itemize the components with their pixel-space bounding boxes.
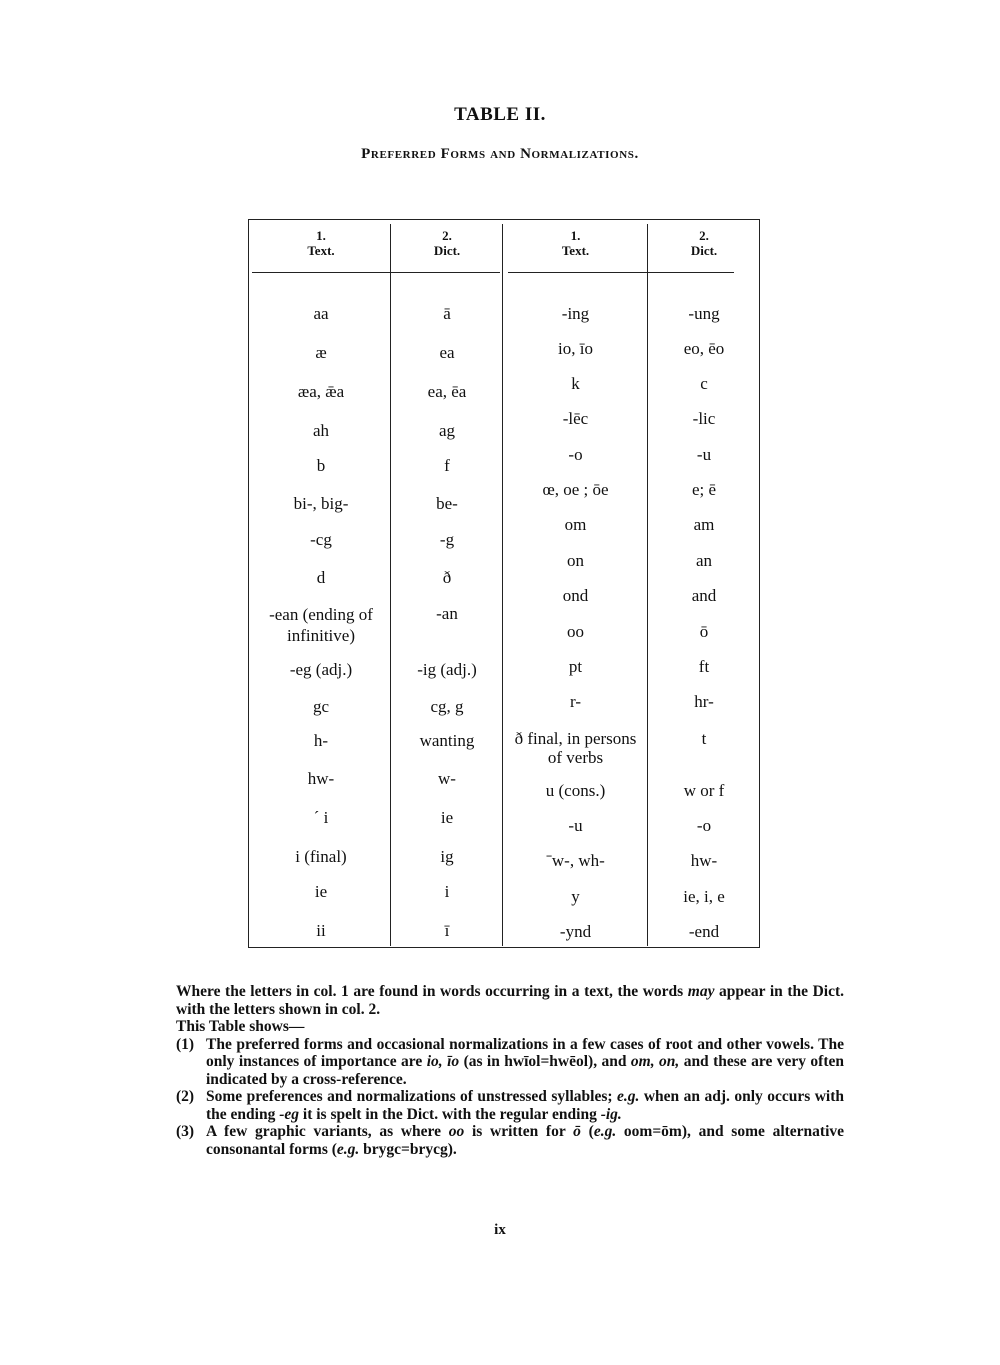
right-dict-cell: ft [698, 657, 710, 676]
notes-intro [176, 983, 844, 1018]
item2-text-c: it is spelt in the Dict. with the regular ending [302, 1105, 597, 1123]
item1-om-on: om, on, [630, 1053, 680, 1070]
item-text [206, 1036, 844, 1089]
right-dict-cell: -o [696, 816, 712, 835]
page-number: ix [494, 1222, 506, 1238]
item-text [206, 1123, 844, 1158]
header-col3-label: Text. [561, 243, 590, 258]
left-text-cell: æ [315, 343, 327, 362]
header-col2-num: 2. [442, 228, 452, 243]
item1-io: io, īo [426, 1053, 460, 1070]
left-dict-cell: cg, g [430, 697, 464, 716]
item3-eg2: e.g. [336, 1140, 360, 1158]
right-text-cell: oo [567, 622, 584, 641]
left-dict-cell: wanting [419, 731, 475, 750]
right-text-cell: -u [568, 816, 583, 835]
left-dict-cell: -an [436, 604, 458, 623]
right-text-cell: ond [562, 586, 589, 605]
left-dict-cell: ea [439, 343, 455, 362]
right-dict-cell: an [695, 551, 713, 570]
right-text-cell: io, īo [558, 339, 593, 358]
notes [176, 983, 844, 1158]
left-text-cell: d [316, 568, 326, 587]
left-text-cell: ie [314, 882, 328, 901]
item3-text-e: brygc=brycg). [363, 1140, 457, 1158]
right-text-cell: ð final, in persons of verbs [514, 729, 637, 767]
right-dict-cell: ie, i, e [683, 887, 725, 906]
item3-text-c: ( [588, 1123, 594, 1140]
col-divider-1 [390, 224, 391, 946]
right-text-cell: on [567, 551, 584, 570]
left-text-cell: -cg [310, 530, 332, 549]
header-col4-label: Dict. [690, 243, 718, 258]
left-text-cell: gc [312, 697, 330, 716]
header-col3 [504, 228, 647, 258]
item-number: (2) [176, 1088, 195, 1105]
left-dict-cell: ð [442, 568, 452, 587]
left-dict-cell: -g [439, 530, 455, 549]
header-rule-left [252, 272, 500, 273]
right-text-cell: pt [568, 657, 583, 676]
right-dict-cell: -ung [688, 304, 720, 323]
left-text-cell: aa [313, 304, 329, 323]
right-text-cell: y [571, 887, 580, 906]
page-subtitle: Preferred Forms and Normalizations. [361, 146, 639, 162]
right-dict-cell: -end [688, 922, 720, 941]
item1-text-c: and these are very often indicated by a cross-reference. [206, 1053, 844, 1088]
header-rule-right [508, 272, 734, 273]
left-text-cell: æa, ǣa [297, 382, 345, 401]
col-divider-3 [647, 224, 648, 946]
item3-o: ō [573, 1123, 581, 1140]
item2-text-a: Some preferences and normalizations of unstressed syllables; [206, 1088, 613, 1105]
left-dict-cell: ā [443, 304, 451, 323]
header-col4-num: 2. [699, 228, 709, 243]
item3-text-a: A few graphic variants, as where [206, 1123, 442, 1140]
left-dict-cell: ag [438, 421, 456, 440]
right-dict-cell: -u [696, 445, 712, 464]
right-dict-cell: hw- [690, 851, 718, 870]
left-dict-cell: i [444, 882, 450, 901]
right-dict-cell: e; ē [691, 480, 717, 499]
item-number: (3) [176, 1123, 195, 1140]
right-text-cell: k [571, 374, 580, 393]
left-dict-cell: ī [444, 921, 450, 940]
header-col4 [649, 228, 759, 258]
item1-text-a: The preferred forms and occasional normalizations in a few cases of root and other vowels. The only instances of importance are [206, 1035, 844, 1070]
notes-shows: This Table shows— [176, 1018, 305, 1035]
left-dict-cell: be- [436, 494, 458, 513]
header-col3-num: 1. [570, 228, 581, 243]
left-text-cell: bi-, big- [293, 494, 349, 513]
right-text-cell: œ, oe ; ōe [542, 480, 609, 499]
left-dict-cell: ie [440, 808, 454, 827]
item1-text-b: (as in hwīol=hwēol), and [463, 1053, 627, 1070]
right-dict-cell: c [700, 374, 708, 393]
left-text-cell: hw- [307, 769, 335, 788]
item2-text-b: when an adj. only occurs with the ending [206, 1088, 845, 1123]
notes-intro-b: appear in the Dict. with the letters shown in col. 2. [176, 983, 845, 1018]
right-text-cell: -ynd [559, 922, 592, 941]
right-text-cell: ˉw-, wh- [546, 851, 605, 870]
item2-ending: -eg [279, 1105, 300, 1123]
right-dict-cell: am [693, 515, 715, 534]
left-dict-cell: -ig (adj.) [417, 660, 477, 679]
right-dict-cell: hr- [694, 692, 714, 711]
table-left-border [248, 219, 249, 948]
notes-intro-a: Where the letters in col. 1 are found in words occurring in a text, the words [176, 983, 684, 1000]
left-text-cell: i (final) [295, 847, 347, 866]
header-col1-label: Text. [307, 243, 335, 258]
left-dict-cell: w- [438, 769, 456, 788]
header-col1-num: 1. [316, 228, 326, 243]
item-number: (1) [176, 1035, 195, 1053]
left-dict-cell: ea, ēa [427, 382, 467, 401]
right-dict-cell: and [691, 586, 717, 605]
item2-eg: e.g. [617, 1088, 640, 1105]
left-text-cell: b [316, 456, 326, 475]
right-dict-cell: w or f [683, 781, 725, 800]
item3-eg: e.g. [593, 1123, 617, 1140]
left-dict-cell: f [444, 456, 450, 475]
notes-item-1 [176, 1036, 844, 1089]
page-title: TABLE II. [454, 104, 546, 125]
table-top-rule [249, 219, 760, 220]
item3-text-d: oom=ōm), and some alternative consonantal forms ( [206, 1123, 845, 1158]
right-text-cell: u (cons.) [545, 781, 606, 800]
header-col2-label: Dict. [433, 243, 461, 258]
table-right-border [759, 219, 760, 948]
left-text-cell: ah [312, 421, 330, 440]
col-divider-2 [502, 224, 503, 946]
item-text [206, 1088, 844, 1123]
right-dict-cell: -lic [692, 409, 716, 428]
right-text-cell: om [564, 515, 587, 534]
item3-text-b: is written for [471, 1123, 566, 1140]
right-text-cell: r- [570, 692, 581, 711]
header-col1 [252, 228, 390, 258]
right-dict-cell: ō [699, 622, 709, 641]
left-text-cell: -eg (adj.) [289, 660, 353, 679]
item3-oo: oo [448, 1123, 465, 1140]
table-bottom-rule [249, 947, 760, 948]
left-text-cell: -ean (ending of infinitive) [269, 605, 373, 645]
left-text-cell: h- [313, 731, 329, 750]
notes-item-2 [176, 1088, 844, 1123]
right-text-cell: -o [568, 445, 583, 464]
notes-intro-may: may [687, 983, 715, 1000]
left-text-cell: ii [316, 921, 326, 940]
item2-ig: -ig. [600, 1105, 622, 1123]
header-col2 [392, 228, 502, 258]
right-dict-cell: t [701, 729, 707, 748]
notes-item-3 [176, 1123, 844, 1158]
right-text-cell: -lēc [562, 409, 589, 428]
left-text-cell: ˊ i [313, 808, 329, 827]
right-text-cell: -ing [561, 304, 590, 323]
right-dict-cell: eo, ēo [683, 339, 725, 358]
left-dict-cell: ig [440, 847, 454, 866]
